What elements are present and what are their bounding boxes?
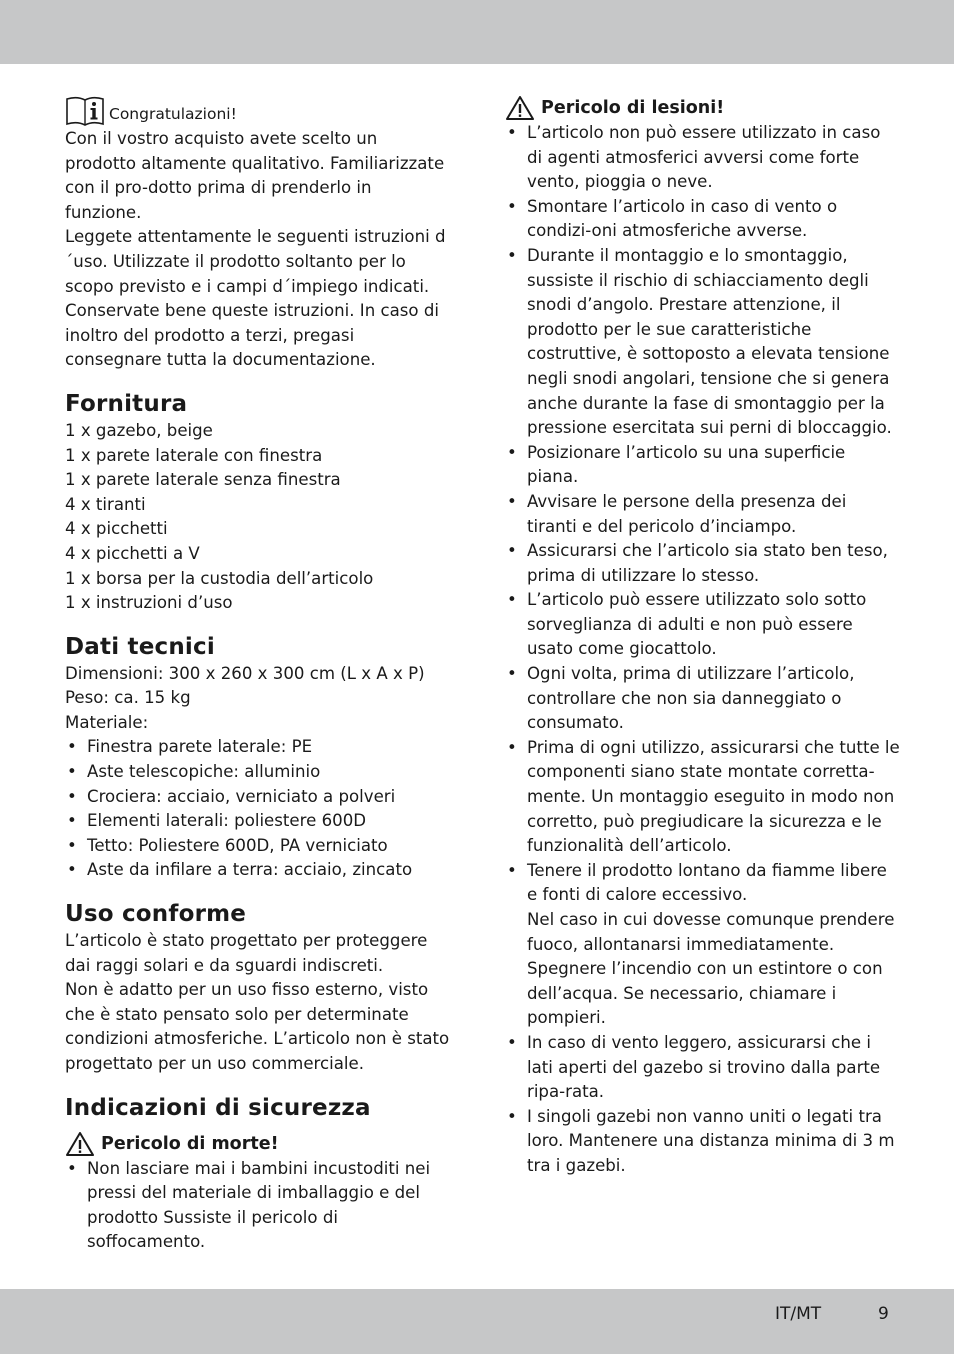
dati-tecnici-heading: Dati tecnici — [65, 633, 215, 660]
materiale-label: Materiale: — [65, 712, 149, 732]
list-item: • Posizionare l’articolo su una superficie piana. — [505, 441, 900, 490]
intro-paragraph-1: Con il vostro acquisto avete scelto un prodotto altamente qualitativo. Familiarizzate con il pro-dotto prima di prenderlo in funzione. — [65, 129, 445, 222]
list-item: • Smontare l’articolo in caso di vento o condizi-oni atmosferiche avverse. — [505, 195, 900, 244]
peso: Peso: ca. 15 kg — [65, 688, 191, 708]
fire-line-2: Nel caso in cui dovesse comunque prendere fuoco, allontanarsi immediatamente. — [527, 910, 895, 954]
list-item: • Assicurarsi che l’articolo sia stato ben teso, prima di utilizzare lo stesso. — [505, 539, 900, 588]
morte-list — [65, 1157, 450, 1255]
pericolo-lesioni-title: Pericolo di lesioni! — [541, 98, 725, 118]
list-item: • Ogni volta, prima di utilizzare l’articolo, controllare che non sia danneggiato o consumato. — [505, 662, 900, 736]
header-band — [0, 0, 954, 64]
list-item: 1 x gazebo, beige — [65, 420, 213, 440]
language-code: IT/MT — [775, 1304, 822, 1324]
list-item: • Aste da infilare a terra: acciaio, zincato — [65, 858, 450, 883]
list-item: • Avvisare le persone della presenza dei tiranti e del pericolo d’inciampo. — [505, 490, 900, 539]
uso-conforme-heading: Uso conforme — [65, 901, 247, 928]
uso-paragraph-1: L’articolo è stato progettato per proteggere dai raggi solari e da sguardi indiscreti. — [65, 931, 428, 975]
list-item: • Elementi laterali: poliestere 600D — [65, 809, 450, 834]
info-book-icon — [65, 95, 105, 127]
fornitura-list — [65, 419, 450, 616]
list-item: • Prima di ogni utilizzo, assicurarsi che tutte le componenti siano state montate corretta-mente. Un montaggio eseguito in modo non corretto, può pregiudicare la sicurezza e le funzionalità dell’articolo. — [505, 736, 900, 859]
list-item: • L’articolo può essere utilizzato solo sotto sorveglianza di adulti e non può essere usato come giocattolo. — [505, 588, 900, 662]
list-item: • Finestra parete laterale: PE — [65, 735, 450, 760]
page-number: 9 — [878, 1304, 889, 1324]
fornitura-heading: Fornitura — [65, 390, 188, 417]
list-item: • Tetto: Poliestere 600D, PA verniciato — [65, 834, 450, 859]
warning-triangle-icon — [505, 95, 535, 121]
list-item: 4 x picchetti — [65, 519, 168, 539]
pericolo-morte-title: Pericolo di morte! — [101, 1133, 279, 1154]
list-item: 4 x picchetti a V — [65, 543, 200, 563]
list-item: • Non lasciare mai i bambini incustoditi nei pressi del materiale di imballaggio e del prodotto Sussiste il pericolo di soffocamento. — [65, 1157, 450, 1255]
list-item: • I singoli gazebi non vanno uniti o legati tra loro. Mantenere una distanza minima di 3 m tra i gazebi. — [505, 1105, 900, 1179]
lesioni-list — [505, 121, 900, 1179]
list-item: • Crociera: acciaio, verniciato a polveri — [65, 785, 450, 810]
list-item: 1 x borsa per la custodia dell’articolo — [65, 568, 374, 588]
pericolo-morte-heading — [65, 1131, 450, 1157]
list-item: 1 x parete laterale senza finestra — [65, 470, 341, 490]
fire-line-3: Spegnere l’incendio con un estintore o con dell’acqua. Se necessario, chiamare i pompieri. — [527, 959, 883, 1028]
left-column — [65, 95, 450, 1255]
dimensioni: Dimensioni: 300 x 260 x 300 cm (L x A x P) — [65, 663, 425, 683]
list-item: 1 x instruzioni d’uso — [65, 593, 233, 613]
materials-list — [65, 735, 450, 883]
list-item: • Aste telescopiche: alluminio — [65, 760, 450, 785]
warning-triangle-icon — [65, 1131, 95, 1157]
uso-paragraph-2: Non è adatto per un uso fisso esterno, visto che è stato pensato solo per determinate condizioni atmosferiche. L’articolo non è stato progettato per un uso commerciale. — [65, 980, 450, 1073]
list-item: • In caso di vento leggero, assicurarsi che i lati aperti del gazebo si trovino dalla parte ripa-rata. — [505, 1031, 900, 1105]
list-item: • Durante il montaggio e lo smontaggio, sussiste il rischio di schiacciamento degli snodi d’angolo. Prestare attenzione, il prodotto per le sue caratteristiche costruttive, è sottoposto a elevata tensione negli snodi angolari, tensione che si genera anche durante la fase di smontaggio per la pressione esercitata sui perni di bloccaggio. — [505, 244, 900, 441]
fire-line-1: • Tenere il prodotto lontano da fiamme libere e fonti di calore eccessivo. — [527, 860, 887, 905]
right-column — [505, 95, 900, 1179]
list-item: 1 x parete laterale con finestra — [65, 445, 323, 465]
list-item: 4 x tiranti — [65, 494, 146, 514]
list-item: • L’articolo non può essere utilizzato in caso di agenti atmosferici avversi come forte vento, pioggia o neve. — [505, 121, 900, 195]
intro-header — [65, 95, 450, 127]
pericolo-lesioni-heading — [505, 95, 900, 121]
intro-title: Congratulazioni! — [109, 105, 237, 124]
intro-paragraph-2: Leggete attentamente le seguenti istruzioni d´uso. Utilizzate il prodotto soltanto per lo scopo previsto e i campi d´impiego indicati. Conservate bene queste istruzioni. In caso di inoltro del prodotto a terzi, pregasi consegnare tutta la documentazione. — [65, 227, 446, 370]
sicurezza-heading: Indicazioni di sicurezza — [65, 1094, 371, 1121]
list-item — [505, 859, 900, 1031]
